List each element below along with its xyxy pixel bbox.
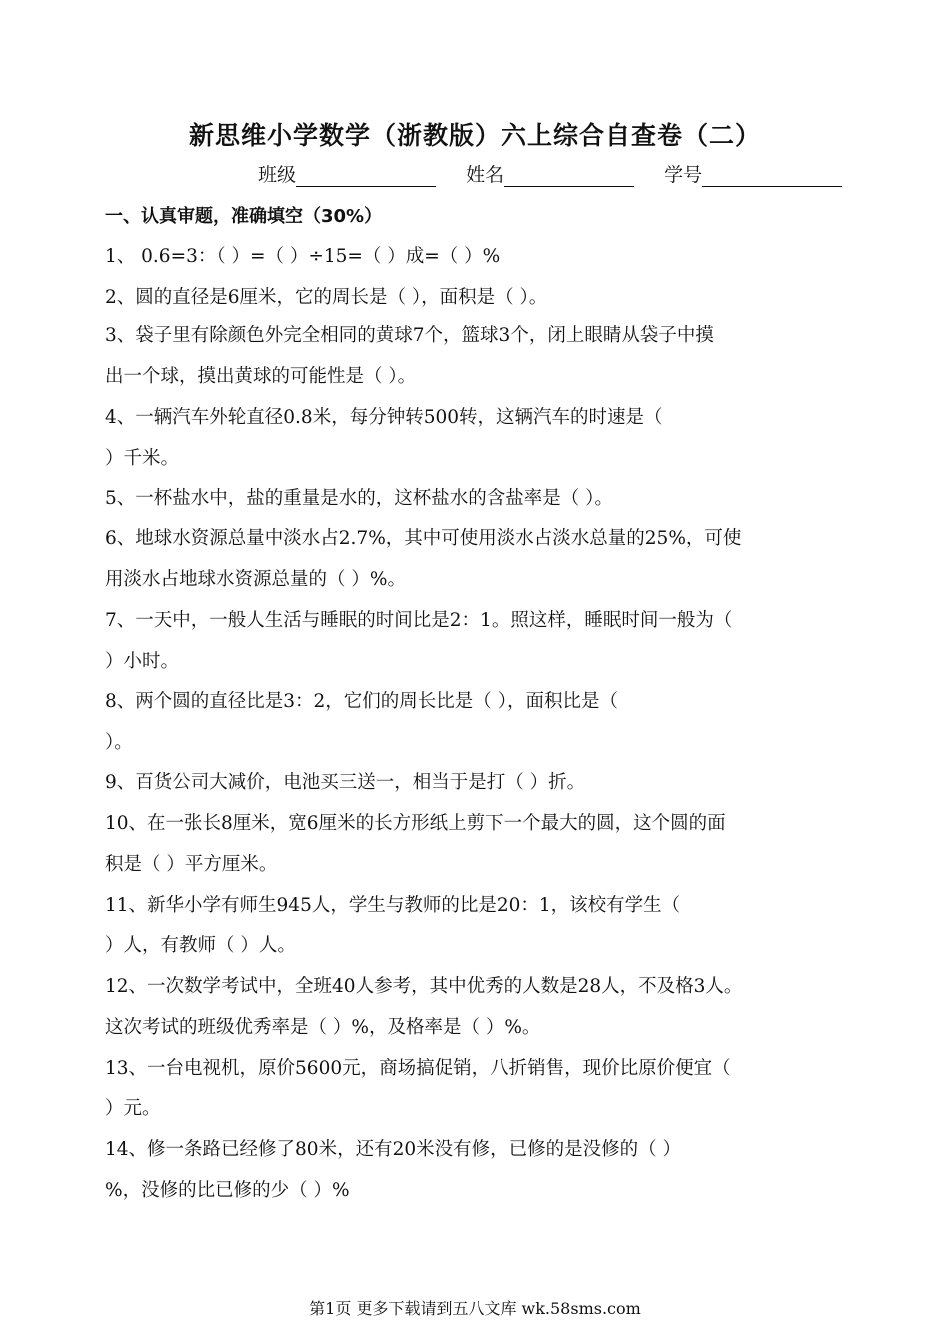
question-line: 7、一天中，一般人生活与睡眠的时间比是2：1。照这样，睡眠时间一般为（ [105,610,733,631]
class-blank[interactable] [296,166,436,187]
question-line: 5、一杯盐水中，盐的重量是水的，这杯盐水的含盐率是（ ）。 [105,488,613,509]
question-line: 1、 0.6=3：（ ）=（ ）÷15=（ ）成=（ ）% [105,246,501,267]
question-line: 6、地球水资源总量中淡水占2.7%，其中可使用淡水占淡水总量的25%，可使 [105,528,742,549]
page-footer: 第1页 更多下载请到五八文库 wk.58sms.com [309,1299,641,1318]
question-line: 10、在一张长8厘米，宽6厘米的长方形纸上剪下一个最大的圆，这个圆的面 [105,813,726,834]
class-field [258,160,436,187]
question-line: ）千米。 [105,448,180,469]
question-line: 8、两个圆的直径比是3：2，它们的周长比是（ ），面积比是（ [105,691,618,712]
question-line: %，没修的比已修的少（ ）% [105,1180,350,1201]
section-heading: 一、认真审题，准确填空（30%） [105,206,383,227]
student-info-line [258,160,860,187]
number-label: 学号 [664,164,703,186]
name-label: 姓名 [466,164,505,186]
number-blank[interactable] [702,166,842,187]
number-field [664,160,842,187]
question-line: 9、百货公司大减价，电池买三送一，相当于是打（ ）折。 [105,772,586,793]
question-line: 积是（ ）平方厘米。 [105,854,278,875]
question-line: 12、一次数学考试中，全班40人参考，其中优秀的人数是28人，不及格3人。 [105,976,743,997]
class-label: 班级 [258,164,297,186]
question-line: 14、修一条路已经修了80米，还有20米没有修，已修的是没修的（ ） [105,1139,682,1160]
question-line: 用淡水占地球水资源总量的（ ）%。 [105,569,406,590]
question-line: 2、圆的直径是6厘米，它的周长是（ ），面积是（ ）。 [105,287,548,308]
question-line: 这次考试的班级优秀率是（ ）%，及格率是（ ）%。 [105,1017,541,1038]
question-line: ）小时。 [105,651,180,672]
question-line: 13、一台电视机，原价5600元，商场搞促销，八折销售，现价比原价便宜（ [105,1058,731,1079]
question-line: 出一个球，摸出黄球的可能性是（ ）。 [105,366,417,387]
question-line: ）人，有教师（ ）人。 [105,935,296,956]
question-line: ）元。 [105,1098,161,1119]
name-blank[interactable] [504,166,634,187]
page-title: 新思维小学数学（浙教版）六上综合自查卷（二） [188,121,761,150]
name-field [466,160,634,187]
question-line: 11、新华小学有师生945人，学生与教师的比是20：1，该校有学生（ [105,895,681,916]
question-line: ）。 [105,732,133,753]
question-line: 3、袋子里有除颜色外完全相同的黄球7个，篮球3个，闭上眼睛从袋子中摸 [105,325,714,346]
question-line: 4、一辆汽车外轮直径0.8米，每分钟转500转，这辆汽车的时速是（ [105,407,663,428]
